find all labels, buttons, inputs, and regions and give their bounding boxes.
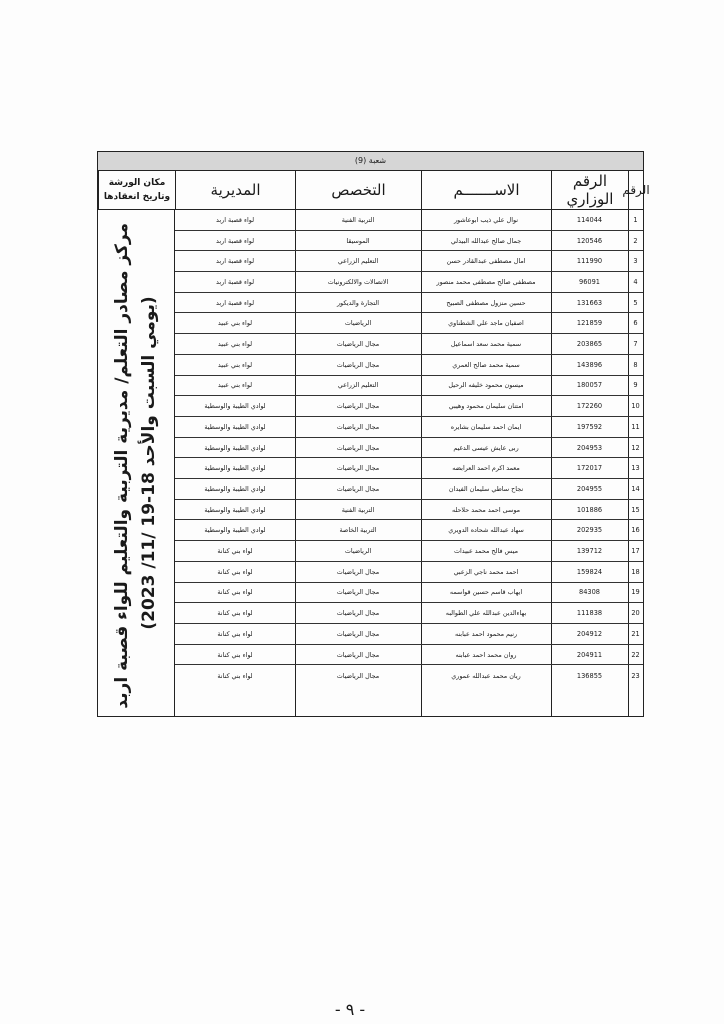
table-row <box>175 417 643 438</box>
row-directorate: لواء قصبة اربد <box>215 215 255 224</box>
venue-header <box>98 170 175 210</box>
row-directorate: لواء بني عبيد <box>217 319 253 328</box>
table-row <box>175 479 643 500</box>
row-specialization: التربية الخاصة <box>339 526 377 535</box>
row-number: 13 <box>631 464 640 473</box>
row-ministry-id: 180057 <box>576 381 603 390</box>
row-directorate: لواء بني كنانة <box>217 650 253 659</box>
row-directorate: لوادي الطيبة والوسطية <box>204 464 266 473</box>
row-name: ريان محمد عبدالله عموري <box>451 671 521 680</box>
row-name: ميسون محمود خليفه الرحيل <box>448 381 524 390</box>
row-name: معمد اكرم احمد العرابضه <box>452 464 520 473</box>
row-specialization: التعليم الزراعي <box>337 381 379 390</box>
table-row <box>175 314 643 335</box>
specialization-header: التخصص <box>295 170 421 210</box>
section-title: شعبة (9) <box>98 152 643 171</box>
row-ministry-id: 204912 <box>576 629 603 638</box>
row-number: 1 <box>633 215 638 224</box>
table-row <box>175 334 643 355</box>
row-ministry-id: 131663 <box>576 298 603 307</box>
row-name: ربى عايش عيسى الدغيم <box>453 443 519 452</box>
table-row <box>175 272 643 293</box>
row-number: 15 <box>631 505 640 514</box>
row-directorate: لواء قصبة اربد <box>215 257 255 266</box>
directorate-header: المديرية <box>175 170 295 210</box>
table-row <box>175 458 643 479</box>
row-ministry-id: 120546 <box>576 236 603 245</box>
row-name: رنيم محمود احمد عبابنه <box>454 629 518 638</box>
row-number: 19 <box>631 588 640 597</box>
table-row <box>175 521 643 542</box>
name-header: الاســـــــم <box>421 170 551 210</box>
row-ministry-id: 84308 <box>579 588 600 597</box>
row-number: 4 <box>633 277 638 286</box>
row-ministry-id: 172260 <box>576 402 603 411</box>
row-number: 22 <box>631 650 640 659</box>
table-row <box>175 396 643 417</box>
number-header: الرقم <box>628 170 643 210</box>
table-row <box>175 355 643 376</box>
row-specialization: مجال الرياضيات <box>336 629 380 638</box>
row-name: بهاءالدين عبدالله علي الطوالبه <box>445 609 527 618</box>
row-specialization: مجال الرياضيات <box>336 402 380 411</box>
row-number: 2 <box>633 236 638 245</box>
row-specialization: مجال الرياضيات <box>336 484 380 493</box>
row-specialization: التربية الفنية <box>341 215 375 224</box>
table-row <box>175 231 643 252</box>
row-ministry-id: 96091 <box>579 277 600 286</box>
row-name: سمية محمد صالح العمري <box>452 360 520 369</box>
row-specialization: الرياضيات <box>344 319 372 328</box>
row-ministry-id: 101886 <box>576 505 603 514</box>
row-number: 12 <box>631 443 640 452</box>
row-name: ميس فالح محمد عبيدات <box>453 547 519 556</box>
row-name: احمد محمد ناجي الزعبي <box>453 567 519 576</box>
row-directorate: لوادي الطيبة والوسطية <box>204 526 266 535</box>
row-specialization: الرياضيات <box>344 547 372 556</box>
row-number: 16 <box>631 526 640 535</box>
row-number: 20 <box>631 609 640 618</box>
row-directorate: لواء قصبة اربد <box>215 236 255 245</box>
row-directorate: لوادي الطيبة والوسطية <box>204 402 266 411</box>
table-row <box>175 562 643 583</box>
row-name: مصطفى صالح مصطفى محمد منصور <box>436 277 536 286</box>
row-specialization: مجال الرياضيات <box>336 567 380 576</box>
row-number: 7 <box>633 340 638 349</box>
row-ministry-id: 203865 <box>576 340 603 349</box>
row-ministry-id: 136855 <box>576 671 603 680</box>
table-row <box>175 645 643 666</box>
row-directorate: لواء بني كنانة <box>217 609 253 618</box>
table-row <box>175 583 643 604</box>
row-ministry-id: 197592 <box>576 422 603 431</box>
row-directorate: لوادي الطيبة والوسطية <box>204 505 266 514</box>
table-row <box>175 438 643 459</box>
row-specialization: مجال الرياضيات <box>336 671 380 680</box>
table-row <box>175 376 643 397</box>
table-row <box>175 624 643 645</box>
table-row <box>175 293 643 314</box>
venue-line1: مركز مصادر التعلم/ مديرية التربية والتعليم للواء قصبة اربد <box>112 223 132 709</box>
table-row <box>175 665 643 686</box>
row-number: 10 <box>631 402 640 411</box>
venue-header-line2: وتاريخ انعقادها <box>103 191 171 202</box>
row-name: ايهاب قاسم حسين قواسمه <box>449 588 523 597</box>
row-ministry-id: 204953 <box>576 443 603 452</box>
table-row <box>175 500 643 521</box>
row-name: حسين منزول مصطفى الصبيح <box>446 298 526 307</box>
row-directorate: لوادي الطيبة والوسطية <box>204 443 266 452</box>
row-number: 5 <box>633 298 638 307</box>
row-name: نوال علي ذيب ابوعاشور <box>453 215 519 224</box>
row-number: 8 <box>633 360 638 369</box>
row-specialization: مجال الرياضيات <box>336 422 380 431</box>
row-directorate: لواء بني عبيد <box>217 381 253 390</box>
table-row <box>175 210 643 231</box>
row-ministry-id: 143896 <box>576 360 603 369</box>
row-number: 11 <box>631 422 640 431</box>
row-number: 3 <box>633 257 638 266</box>
row-number: 18 <box>631 567 640 576</box>
row-directorate: لواء بني كنانة <box>217 671 253 680</box>
row-specialization: مجال الرياضيات <box>336 650 380 659</box>
ministry-id-header: الرقم الوزاري <box>551 170 628 210</box>
page-number: - ٩ - <box>334 1000 366 1019</box>
row-directorate: لواء بني كنانة <box>217 629 253 638</box>
participants-table <box>97 151 650 717</box>
row-directorate: لواء بني كنانة <box>217 547 253 556</box>
row-directorate: لواء قصبة اربد <box>215 298 255 307</box>
venue-line2: (يومي السبت والأحد 18-19 /11/ 2023) <box>139 296 159 630</box>
row-ministry-id: 204911 <box>576 650 603 659</box>
row-specialization: مجال الرياضيات <box>336 340 380 349</box>
row-name: سهاد عبدالله شحاده الدويري <box>448 526 524 535</box>
venue-cell <box>98 210 175 716</box>
row-ministry-id: 111838 <box>576 609 603 618</box>
row-ministry-id: 204955 <box>576 484 603 493</box>
venue-header-line1: مكان الورشة <box>108 177 166 188</box>
row-name: روان محمد احمد عبابنه <box>455 650 517 659</box>
table-row <box>175 251 643 272</box>
row-specialization: الموسيقا <box>346 236 370 245</box>
row-name: سمية محمد سعد اسماعيل <box>450 340 522 349</box>
row-directorate: لوادي الطيبة والوسطية <box>204 422 266 431</box>
row-directorate: لواء بني كنانة <box>217 588 253 597</box>
table-row <box>175 541 643 562</box>
row-specialization: مجال الرياضيات <box>336 609 380 618</box>
row-specialization: مجال الرياضيات <box>336 588 380 597</box>
row-ministry-id: 111990 <box>576 257 603 266</box>
table-row <box>175 603 643 624</box>
row-specialization: مجال الرياضيات <box>336 360 380 369</box>
row-ministry-id: 139712 <box>576 547 603 556</box>
row-ministry-id: 172017 <box>576 464 603 473</box>
row-number: 23 <box>631 671 640 680</box>
row-ministry-id: 159824 <box>576 567 603 576</box>
row-number: 17 <box>631 547 640 556</box>
row-name: جمال صالح عبدالله البيدلي <box>450 236 522 245</box>
row-number: 14 <box>631 484 640 493</box>
row-directorate: لوادي الطيبة والوسطية <box>204 484 266 493</box>
row-number: 21 <box>631 629 640 638</box>
row-directorate: لواء قصبة اربد <box>215 277 255 286</box>
row-number: 9 <box>633 381 638 390</box>
row-ministry-id: 114044 <box>576 215 603 224</box>
row-name: ايمان احمد سليمان بشايره <box>450 422 522 431</box>
row-ministry-id: 202935 <box>576 526 603 535</box>
row-specialization: التجارة والديكور <box>336 298 380 307</box>
row-directorate: لواء بني كنانة <box>217 567 253 576</box>
row-ministry-id: 121859 <box>576 319 603 328</box>
row-directorate: لواء بني عبيد <box>217 340 253 349</box>
row-specialization: الاتصالات والالكترونيات <box>327 277 389 286</box>
row-directorate: لواء بني عبيد <box>217 360 253 369</box>
row-name: نجاح ساطي سليمان الفيدان <box>448 484 524 493</box>
row-name: موسى احمد محمد حلاحله <box>451 505 521 514</box>
venue-text <box>109 223 163 709</box>
row-specialization: التعليم الزراعي <box>337 257 379 266</box>
row-name: امتنان سليمان محمود وهيبي <box>448 402 524 411</box>
row-name: امال مصطفى عبدالقادر حسن <box>446 257 526 266</box>
row-name: اصفيان ماجد علي الشطناوي <box>448 319 524 328</box>
row-number: 6 <box>633 319 638 328</box>
row-specialization: التربية الفنية <box>341 505 375 514</box>
row-specialization: مجال الرياضيات <box>336 443 380 452</box>
row-specialization: مجال الرياضيات <box>336 464 380 473</box>
